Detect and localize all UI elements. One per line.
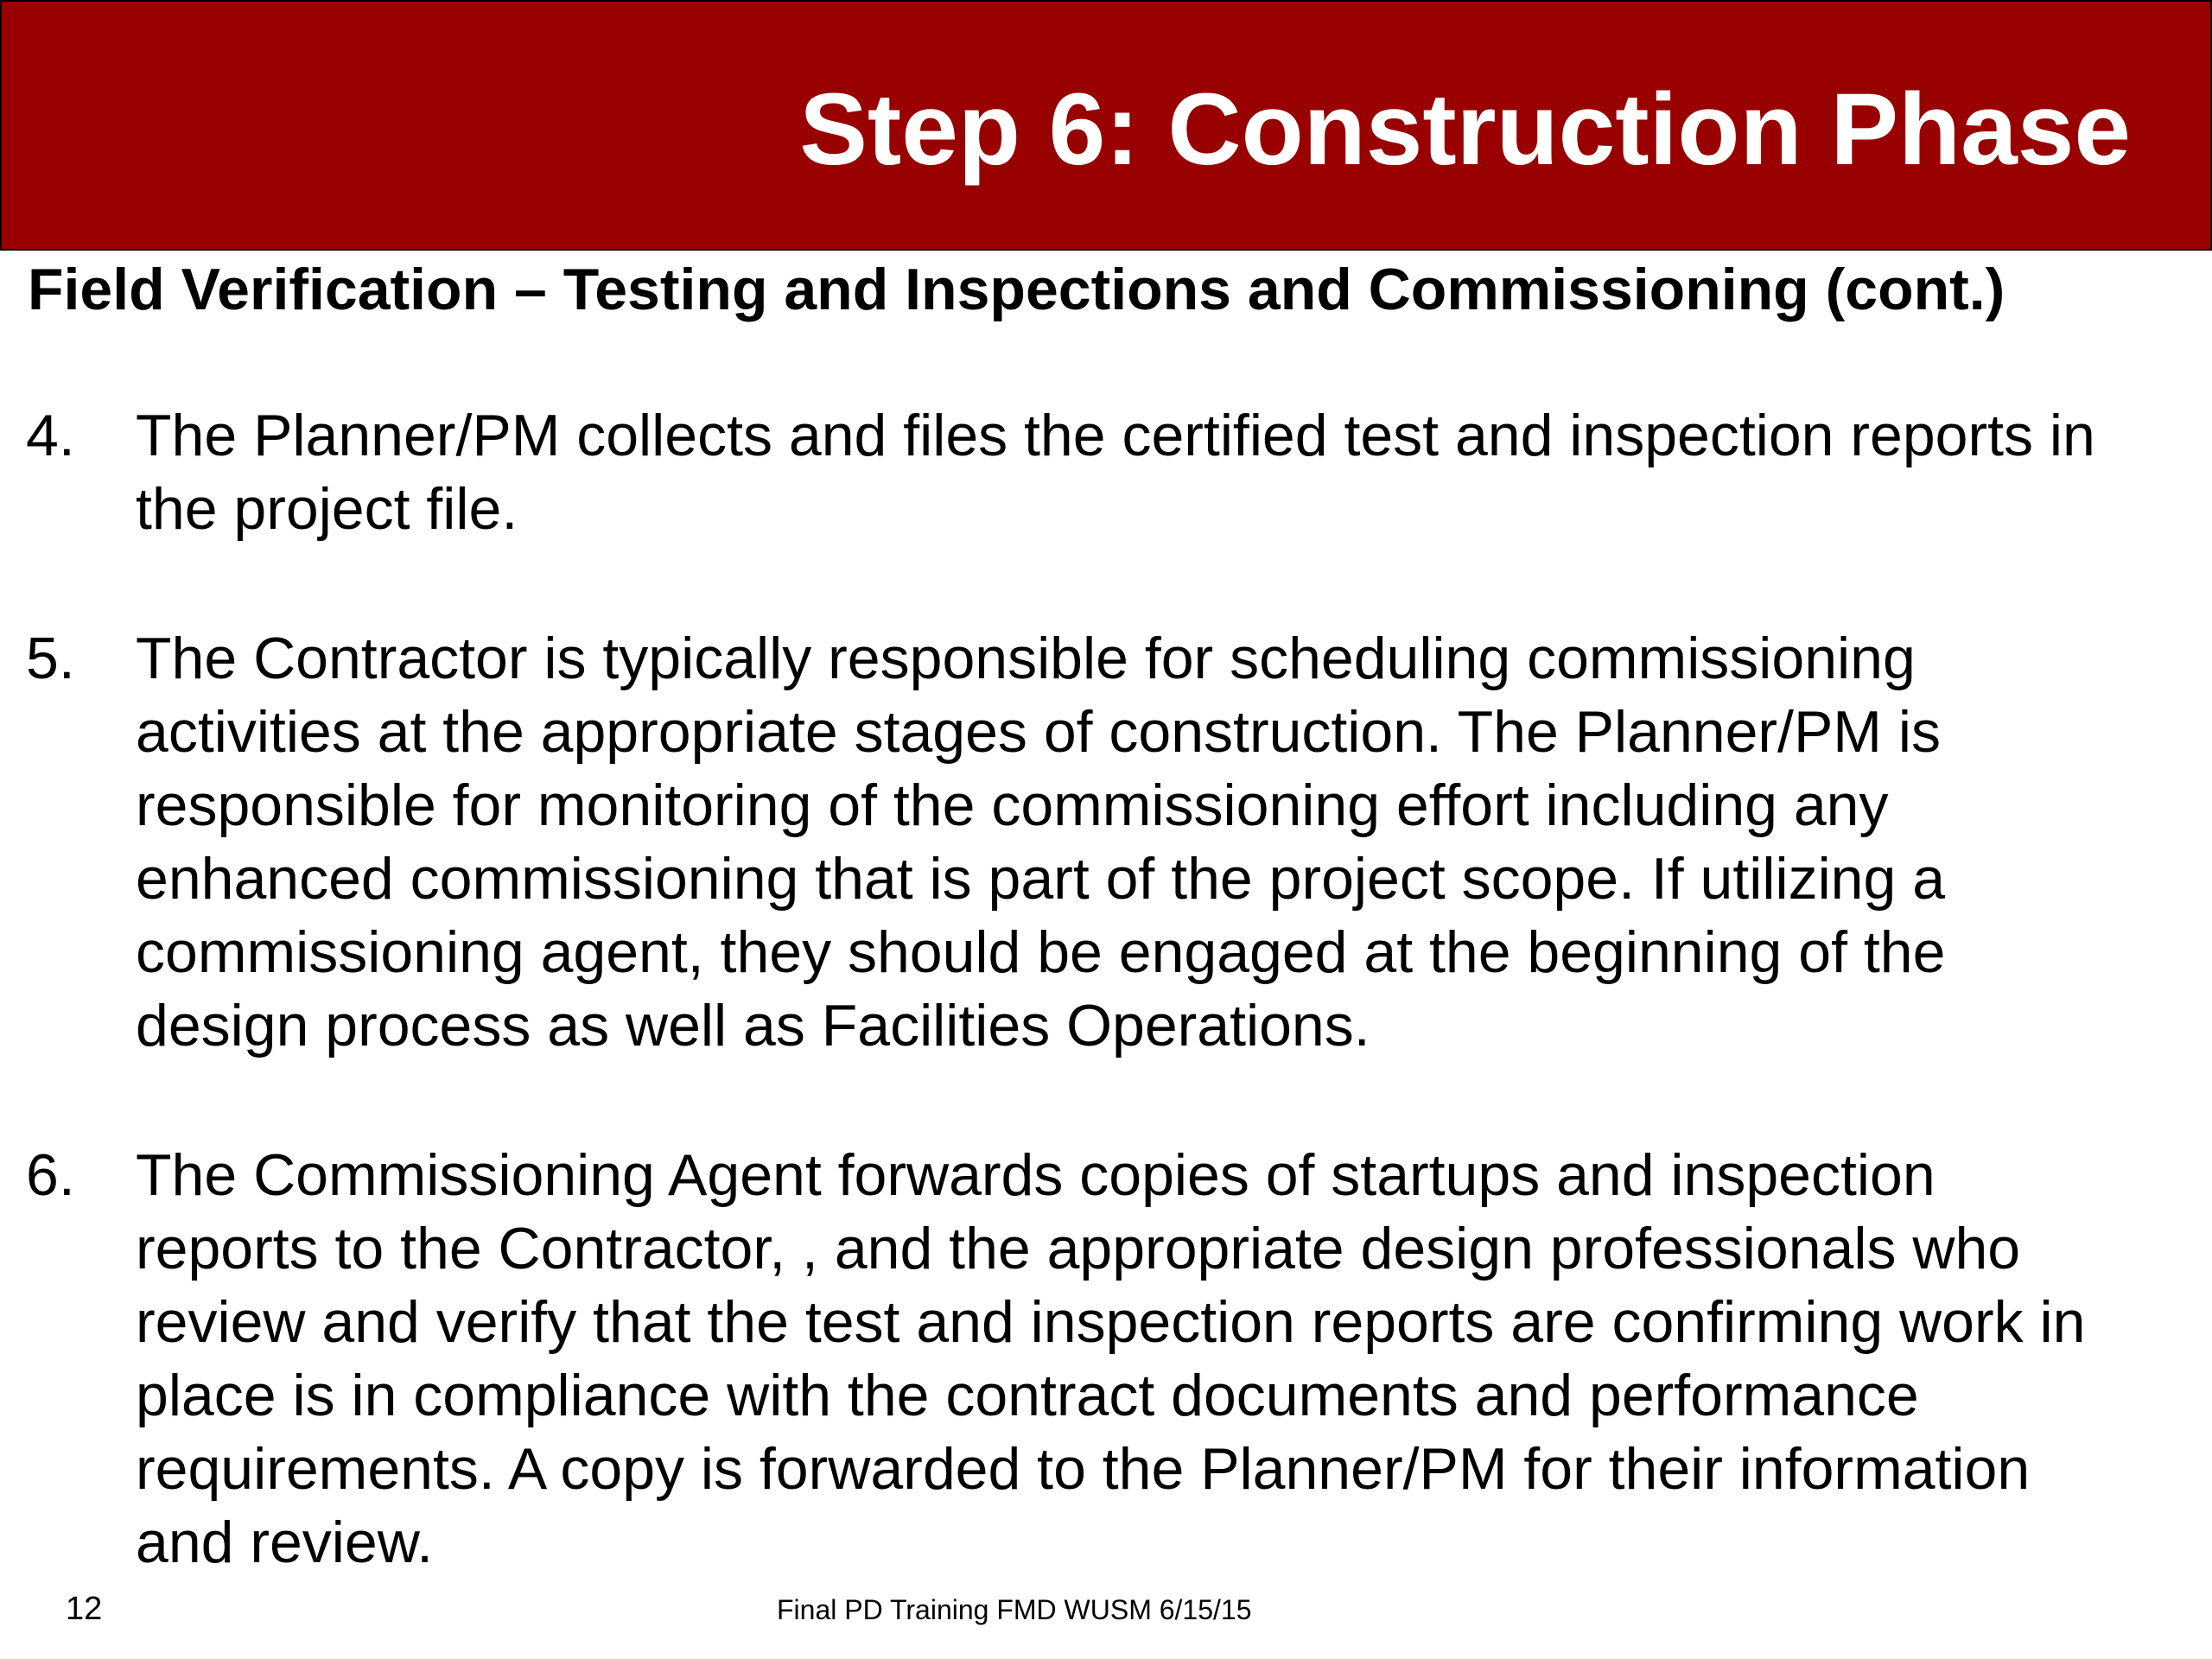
text-line: design process as well as Facilities Operations. [136,993,1370,1058]
text-line: The Contractor is typically responsible for scheduling commissioning [136,626,1916,691]
list-item-number: 4. [26,403,75,468]
text-line: the project file. [136,476,518,542]
list-item-text [136,399,2209,546]
text-line: reports to the Contractor, , and the appropriate design professionals who [136,1216,2021,1281]
text-line: The Planner/PM collects and files the certified test and inspection reports in [136,403,2095,468]
text-line: place is in compliance with the contract documents and performance [136,1363,1919,1428]
text-line: commissioning agent, they should be engaged at the beginning of the [136,919,1946,985]
footer-text: Final PD Training FMD WUSM 6/15/15 [777,1594,1252,1625]
text-line: and review. [136,1510,433,1575]
list-item-number: 5. [26,626,75,691]
section-subtitle: Field Verification – Testing and Inspections and Commissioning (cont.) [28,257,2005,322]
text-line: responsible for monitoring of the commissioning effort including any [136,772,1889,838]
text-line: The Commissioning Agent forwards copies of startups and inspection [136,1142,1936,1208]
list-item-number: 6. [26,1142,75,1208]
text-line: activities at the appropriate stages of construction. The Planner/PM is [136,699,1941,765]
text-line: review and verify that the test and inspection reports are confirming work in [136,1289,2086,1355]
list-item-text [136,1139,2209,1580]
page-number: 12 [66,1591,103,1627]
slide-title: Step 6: Construction Phase [799,73,2131,187]
text-line: enhanced commissioning that is part of the project scope. If utilizing a [136,846,1946,912]
list-item-text [136,622,2209,1063]
text-line: requirements. A copy is forwarded to the Planner/PM for their information [136,1436,2031,1502]
